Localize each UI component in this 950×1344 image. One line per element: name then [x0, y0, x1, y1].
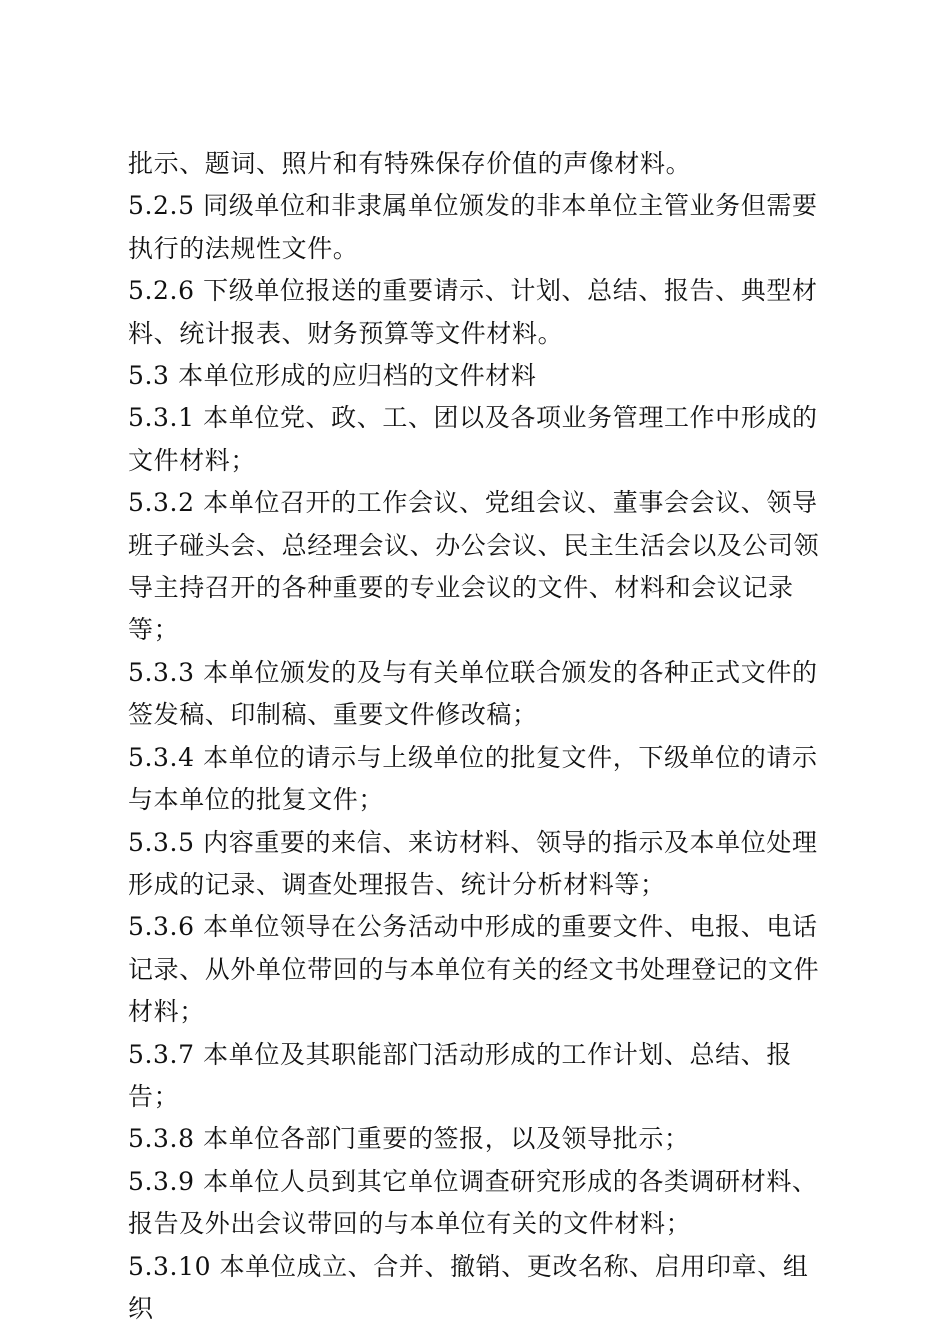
section-heading: 5.3 本单位形成的应归档的文件材料 [128, 361, 537, 391]
paragraph: 5.3.2 本单位召开的工作会议、党组会议、董事会会议、领导班子碰头会、总经理会议、办公会议、民主生活会以及公司领导主持召开的各种重要的专业会议的文件、材料和会议记录等； [128, 488, 820, 645]
paragraph: 5.2.5 同级单位和非隶属单位颁发的非本单位主管业务但需要执行的法规性文件。 [128, 191, 818, 263]
paragraph: 5.3.3 本单位颁发的及与有关单位联合颁发的各种正式文件的签发稿、印制稿、重要文件修改稿； [128, 657, 818, 730]
paragraph: 批示、题词、照片和有特殊保存价值的声像材料。 [128, 149, 692, 178]
paragraph: 5.3.7 本单位及其职能部门活动形成的工作计划、总结、报告； [128, 1039, 792, 1111]
paragraph: 5.2.6 下级单位报送的重要请示、计划、总结、报告、典型材料、统计报表、财务预算等文件材料。 [128, 276, 818, 348]
paragraph: 5.3.4 本单位的请示与上级单位的批复文件，下级单位的请示与本单位的批复文件； [128, 742, 818, 815]
paragraph: 5.3.1 本单位党、政、工、团以及各项业务管理工作中形成的文件材料； [128, 403, 818, 475]
paragraph: 5.3.9 本单位人员到其它单位调查研究形成的各类调研材料、报告及外出会议带回的与本单位有关的文件材料； [128, 1166, 818, 1239]
paragraph: 5.3.5 内容重要的来信、来访材料、领导的指示及本单位处理形成的记录、调查处理报告、统计分析材料等； [128, 827, 818, 899]
paragraph: 5.3.6 本单位领导在公务活动中形成的重要文件、电报、电话记录、从外单位带回的与本单位有关的经文书处理登记的文件材料； [128, 912, 820, 1027]
paragraph: 5.3.10 本单位成立、合并、撤销、更改名称、启用印章、组织 [128, 1251, 809, 1323]
paragraph: 5.3.8 本单位各部门重要的签报，以及领导批示； [128, 1124, 690, 1154]
document-body [128, 143, 828, 1330]
